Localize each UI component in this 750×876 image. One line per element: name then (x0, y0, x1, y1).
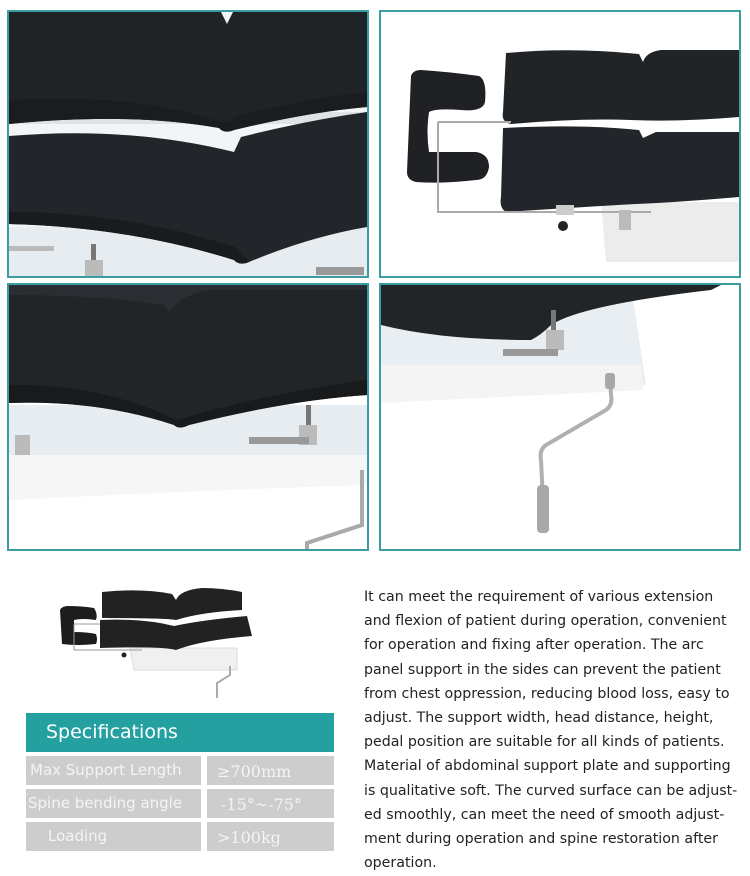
spec-row (26, 822, 334, 851)
photo-frame-top-right (379, 10, 741, 278)
description-line: pedal position are suitable for all kinds of patients. (364, 734, 725, 751)
description-line: ed smoothly, can meet the need of smooth adjust- (364, 806, 725, 823)
spec-label: Loading (26, 822, 201, 851)
spec-value: ≥700mm (207, 756, 334, 785)
product-thumbnail (52, 580, 272, 708)
description-line: operation. (364, 855, 437, 872)
photo-frame-bottom-right (379, 283, 741, 551)
description-line: adjust. The support width, head distance, height, (364, 710, 714, 727)
spec-value: -15°~-75° (207, 789, 334, 818)
spec-value: >100kg (207, 822, 334, 851)
description-line: for operation and fixing after operation. The arc (364, 637, 704, 654)
description-line: is qualitative soft. The curved surface can be adjust- (364, 782, 738, 799)
specifications-title: Specifications (26, 713, 334, 752)
description-line: It can meet the requirement of various extension (364, 589, 714, 605)
product-description (364, 585, 748, 875)
photo-frame-bottom-left (7, 283, 369, 551)
description-line: Material of abdominal support plate and supporting (364, 758, 731, 775)
spec-label: Spine bending angle (26, 789, 201, 818)
photo-frame-top-left (7, 10, 369, 278)
spec-row (26, 756, 334, 785)
spec-label: Max Support Length (26, 756, 201, 785)
top-right-photo (381, 12, 739, 276)
top-left-photo (9, 12, 367, 276)
description-line: and flexion of patient during operation, convenient (364, 613, 727, 630)
spec-row (26, 789, 334, 818)
specifications-table (26, 713, 334, 851)
description-line: from chest oppression, reducing blood loss, easy to (364, 685, 730, 702)
bottom-right-photo (381, 285, 739, 549)
description-line: panel support in the sides can prevent the patient (364, 661, 721, 678)
description-line: ment during operation and spine restoration after (364, 831, 718, 848)
bottom-left-photo (9, 285, 367, 549)
